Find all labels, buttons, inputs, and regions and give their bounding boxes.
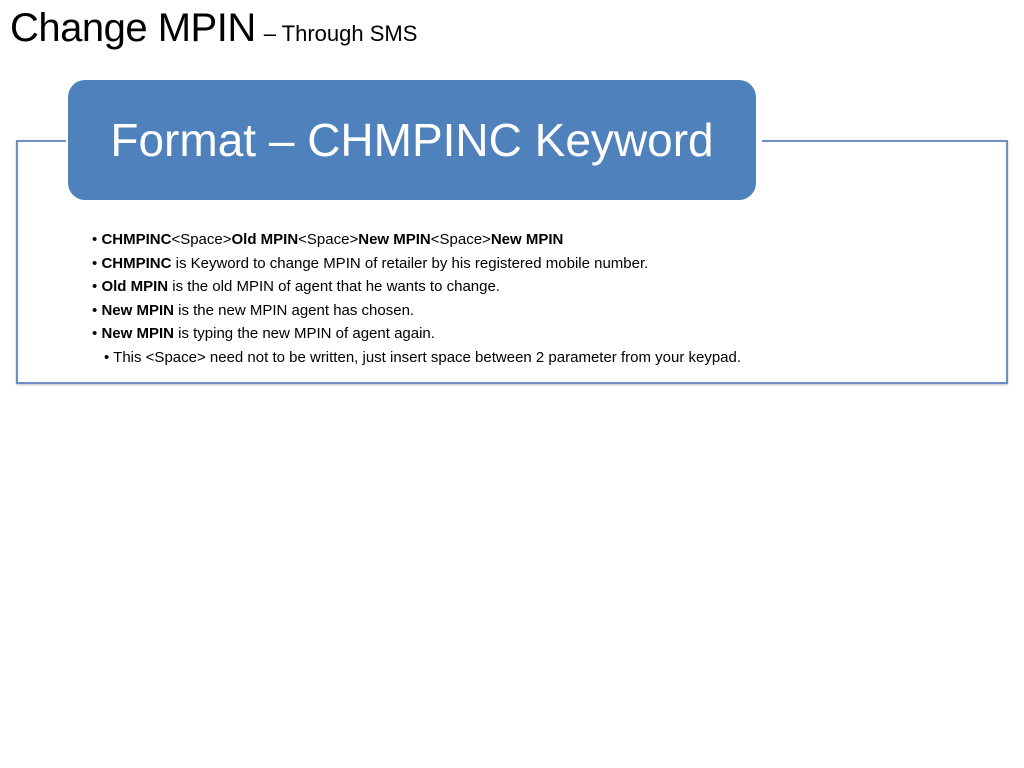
- bullet-keyword: New MPIN: [101, 301, 174, 319]
- bullet-marker: •: [92, 254, 98, 272]
- bullet-text: <Space>: [171, 231, 232, 248]
- bullet-item: [92, 275, 992, 299]
- bullet-text: is the new MPIN agent has chosen.: [173, 301, 415, 319]
- bullet-marker: •: [92, 301, 98, 319]
- bullet-text: <Space>: [298, 231, 359, 248]
- format-header-panel: [66, 78, 762, 206]
- bullet-marker: •: [92, 278, 98, 296]
- bullet-text: is typing the new MPIN of agent again.: [173, 325, 435, 343]
- bullet-item: [92, 228, 992, 252]
- slide-title: [10, 4, 417, 52]
- bullet-keyword: Old MPIN: [231, 231, 299, 248]
- format-header-fill: [68, 80, 756, 200]
- bullet-marker: •: [92, 231, 98, 248]
- bullet-text: This <Space> need not to be written, just insert space between 2 parameter from your keypad.: [113, 348, 742, 366]
- bullet-keyword: CHMPINC: [101, 254, 172, 272]
- bullet-text: is the old MPIN of agent that he wants to change.: [168, 278, 500, 296]
- bullet-keyword: New MPIN: [358, 231, 431, 248]
- bullet-text: <Space>: [430, 231, 491, 248]
- bullet-keyword: New MPIN: [490, 231, 564, 248]
- sub-bullet-item: [92, 346, 992, 370]
- bullet-item: [92, 252, 992, 276]
- slide-title-main: Change MPIN: [10, 6, 256, 50]
- slide-title-subtitle: – Through SMS: [263, 21, 418, 46]
- bullet-list: [92, 228, 992, 370]
- bullet-marker: •: [104, 348, 110, 366]
- bullet-keyword: New MPIN: [101, 325, 174, 343]
- format-header-label: Format – CHMPINC Keyword: [110, 114, 714, 166]
- bullet-keyword: Old MPIN: [101, 278, 169, 296]
- bullet-marker: •: [92, 325, 98, 343]
- bullet-text: is Keyword to change MPIN of retailer by his registered mobile number.: [171, 254, 649, 272]
- bullet-item: [92, 299, 992, 323]
- bullet-item: [92, 322, 992, 346]
- bullet-keyword: CHMPINC: [101, 231, 172, 248]
